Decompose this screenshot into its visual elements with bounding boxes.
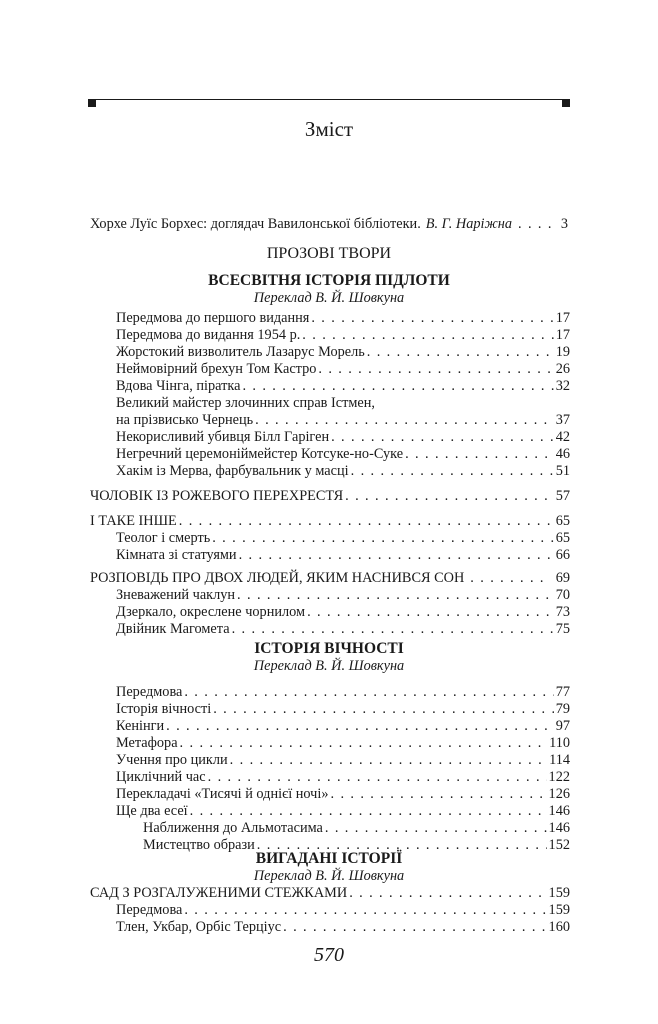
toc-dot-leader — [190, 803, 547, 820]
toc-entry-page: 17 — [555, 327, 570, 343]
toc-entry-title: РОЗПОВІДЬ ПРО ДВОХ ЛЮДЕЙ, ЯКИМ НАСНИВСЯ СОН — [90, 570, 465, 586]
toc-entry-page: 57 — [555, 488, 570, 504]
toc-entry[interactable] — [116, 902, 570, 919]
header-rule — [90, 99, 568, 100]
toc-entry-page: 65 — [555, 513, 570, 529]
toc-entry-page: 42 — [555, 429, 570, 445]
toc-entry-title: Двійник Магомета — [116, 621, 230, 637]
toc-dot-leader — [179, 513, 554, 530]
toc-entry-page: 46 — [555, 446, 570, 462]
translator-note: Переклад В. Й. Шовкуна — [253, 290, 405, 306]
toc-dot-leader — [184, 902, 546, 919]
toc-entry[interactable] — [116, 621, 570, 638]
toc-entry-page: 77 — [555, 684, 570, 700]
toc-entry[interactable] — [116, 919, 570, 936]
toc-dot-leader — [307, 604, 554, 621]
toc-dot-leader — [349, 885, 546, 902]
toc-entry-page: 126 — [548, 786, 570, 802]
toc-entry-author: В. Г. Наріжна — [425, 216, 513, 232]
toc-entry[interactable] — [116, 446, 570, 463]
toc-entry-line1[interactable] — [116, 395, 570, 412]
toc-entry[interactable] — [116, 701, 570, 718]
toc-entry-title: Передмова — [116, 902, 183, 918]
toc-entry-title: Історія вічності — [116, 701, 212, 717]
toc-dot-leader — [351, 463, 554, 480]
toc-entry-title: ЧОЛОВІК ІЗ РОЖЕВОГО ПЕРЕХРЕСТЯ — [90, 488, 344, 504]
toc-dot-leader — [331, 429, 554, 446]
toc-entry[interactable] — [116, 735, 570, 752]
toc-entry[interactable] — [116, 604, 570, 621]
toc-entry-garden[interactable] — [90, 885, 570, 902]
toc-entry[interactable] — [116, 463, 570, 480]
toc-dot-leader — [239, 547, 554, 564]
toc-dot-leader — [470, 570, 547, 587]
toc-entry[interactable] — [116, 310, 570, 327]
toc-entry-title: І ТАКЕ ІНШЕ — [90, 513, 177, 529]
toc-entry-title: Перекладачі «Тисячі й однієї ночі» — [116, 786, 329, 802]
toc-entry-page: 152 — [548, 837, 570, 853]
toc-dot-leader — [283, 919, 546, 936]
toc-entry-page: 159 — [548, 902, 570, 918]
toc-entry-page: 110 — [549, 735, 570, 751]
toc-entry[interactable] — [116, 803, 570, 820]
toc-entry[interactable] — [116, 327, 570, 344]
toc-entry-page: 73 — [555, 604, 570, 620]
toc-entry[interactable] — [116, 530, 570, 547]
toc-dot-leader — [213, 701, 553, 718]
toc-entry-title: Тлен, Укбар, Орбіс Терціус — [116, 919, 282, 935]
toc-entry-title: Хакім із Мерва, фарбувальник у масці — [116, 463, 349, 479]
page-number: 570 — [314, 944, 344, 966]
toc-entry-title: Зневажений чаклун — [116, 587, 236, 603]
book-heading-universal-history: ВСЕСВІТНЯ ІСТОРІЯ ПІДЛОТИ — [208, 272, 450, 289]
toc-entry[interactable] — [116, 769, 570, 786]
toc-entry-intro[interactable] — [90, 216, 570, 233]
toc-entry-title: Циклічний час — [116, 769, 206, 785]
toc-dot-leader — [325, 820, 547, 837]
toc-entry-title: Негречний церемоніймейстер Котсуке-но-Суке — [116, 446, 404, 462]
toc-entry-page: 122 — [548, 769, 570, 785]
toc-entry-title: Наближення до Альмотасима — [143, 820, 323, 836]
toc-entry[interactable] — [116, 786, 570, 803]
toc-entry-page: 160 — [548, 919, 570, 935]
toc-entry[interactable] — [116, 684, 570, 701]
corner-mark-right — [562, 99, 570, 107]
toc-entry-title: Кенінги — [116, 718, 165, 734]
toc-entry[interactable] — [116, 412, 570, 429]
toc-entry-page: 159 — [548, 885, 570, 901]
toc-entry-title: Мистецтво образи — [143, 837, 255, 853]
toc-dot-leader — [311, 310, 553, 327]
toc-entry-page: 32 — [555, 378, 570, 394]
toc-dot-leader — [184, 684, 553, 701]
toc-entry-etcetera[interactable] — [90, 513, 570, 530]
toc-entry-page: 26 — [555, 361, 570, 377]
toc-entry-page: 65 — [555, 530, 570, 546]
toc-entry-title: Хорхе Луїс Борхес: доглядач Вавилонської бібліотеки. — [90, 216, 421, 232]
toc-entry-page: 146 — [548, 820, 570, 836]
toc-entry[interactable] — [116, 344, 570, 361]
toc-dot-leader — [405, 446, 554, 463]
book-heading-fictions: ВИГАДАНІ ІСТОРІЇ — [255, 850, 403, 867]
toc-dot-leader — [166, 718, 554, 735]
toc-entry-title: Жорстокий визволитель Лазарус Морель — [116, 344, 365, 360]
toc-dot-leader — [345, 488, 554, 505]
toc-entry-title: Вдова Чінга, піратка — [116, 378, 241, 394]
toc-entry-pink-corner[interactable] — [90, 488, 570, 505]
toc-dot-leader — [318, 361, 553, 378]
toc-dot-leader — [208, 769, 547, 786]
toc-entry[interactable] — [116, 361, 570, 378]
toc-entry-title: Кімната зі статуями — [116, 547, 237, 563]
toc-entry-title: Метафора — [116, 735, 178, 751]
toc-entry-page: 70 — [555, 587, 570, 603]
toc-entry-page: 69 — [555, 570, 570, 586]
page-title: Зміст — [304, 117, 354, 141]
toc-entry-page: 79 — [555, 701, 570, 717]
toc-entry-title: Передмова до видання 1954 р. — [116, 327, 301, 343]
translator-note: Переклад В. Й. Шовкуна — [253, 658, 405, 674]
toc-entry-page: 3 — [560, 216, 569, 232]
toc-dot-leader — [212, 530, 553, 547]
toc-entry[interactable] — [116, 587, 570, 604]
toc-entry-page: 75 — [555, 621, 570, 637]
toc-dot-leader — [232, 621, 554, 638]
toc-entry-title-cont: на прізвисько Чернець — [116, 412, 254, 428]
toc-dot-leader — [367, 344, 554, 361]
section-heading-prose: ПРОЗОВІ ТВОРИ — [266, 245, 392, 262]
translator-note: Переклад В. Й. Шовкуна — [253, 868, 405, 884]
toc-entry-title: Великий майстер злочинних справ Істмен, — [116, 395, 375, 411]
toc-entry-two-dreamers[interactable] — [90, 570, 570, 587]
toc-dot-leader — [180, 735, 548, 752]
toc-entry-title: Теолог і смерть — [116, 530, 211, 546]
toc-entry[interactable] — [116, 718, 570, 735]
toc-entry-page: 114 — [549, 752, 570, 768]
toc-dot-leader — [242, 378, 553, 395]
toc-entry-page: 37 — [555, 412, 570, 428]
toc-entry-page: 146 — [548, 803, 570, 819]
toc-entry-title: Некорисливий убивця Білл Гаріген — [116, 429, 330, 445]
toc-entry-title: Передмова до першого видання — [116, 310, 310, 326]
toc-entry-title: Ще два есеї — [116, 803, 188, 819]
toc-dot-leader — [518, 216, 553, 233]
toc-dot-leader — [230, 752, 547, 769]
toc-entry-title: Дзеркало, окреслене чорнилом — [116, 604, 306, 620]
toc-dot-leader — [255, 412, 554, 429]
toc-entry-page: 19 — [555, 344, 570, 360]
toc-entry[interactable] — [116, 752, 570, 769]
toc-entry[interactable] — [116, 429, 570, 446]
book-heading-eternity: ІСТОРІЯ ВІЧНОСТІ — [254, 640, 404, 657]
toc-entry-page: 17 — [555, 310, 570, 326]
toc-entry[interactable] — [116, 547, 570, 564]
toc-dot-leader — [331, 786, 547, 803]
toc-entry-page: 97 — [555, 718, 570, 734]
corner-mark-left — [88, 99, 96, 107]
toc-dot-leader — [237, 587, 554, 604]
toc-entry-title: Неймовірний брехун Том Кастро — [116, 361, 317, 377]
toc-entry-title: САД З РОЗГАЛУЖЕНИМИ СТЕЖКАМИ — [90, 885, 348, 901]
toc-entry-title: Передмова — [116, 684, 183, 700]
toc-entry-page: 51 — [555, 463, 570, 479]
toc-dot-leader — [302, 327, 553, 344]
toc-entry[interactable] — [116, 378, 570, 395]
toc-entry-page: 66 — [555, 547, 570, 563]
toc-entry-title: Учення про цикли — [116, 752, 228, 768]
toc-subentry[interactable] — [143, 820, 570, 837]
